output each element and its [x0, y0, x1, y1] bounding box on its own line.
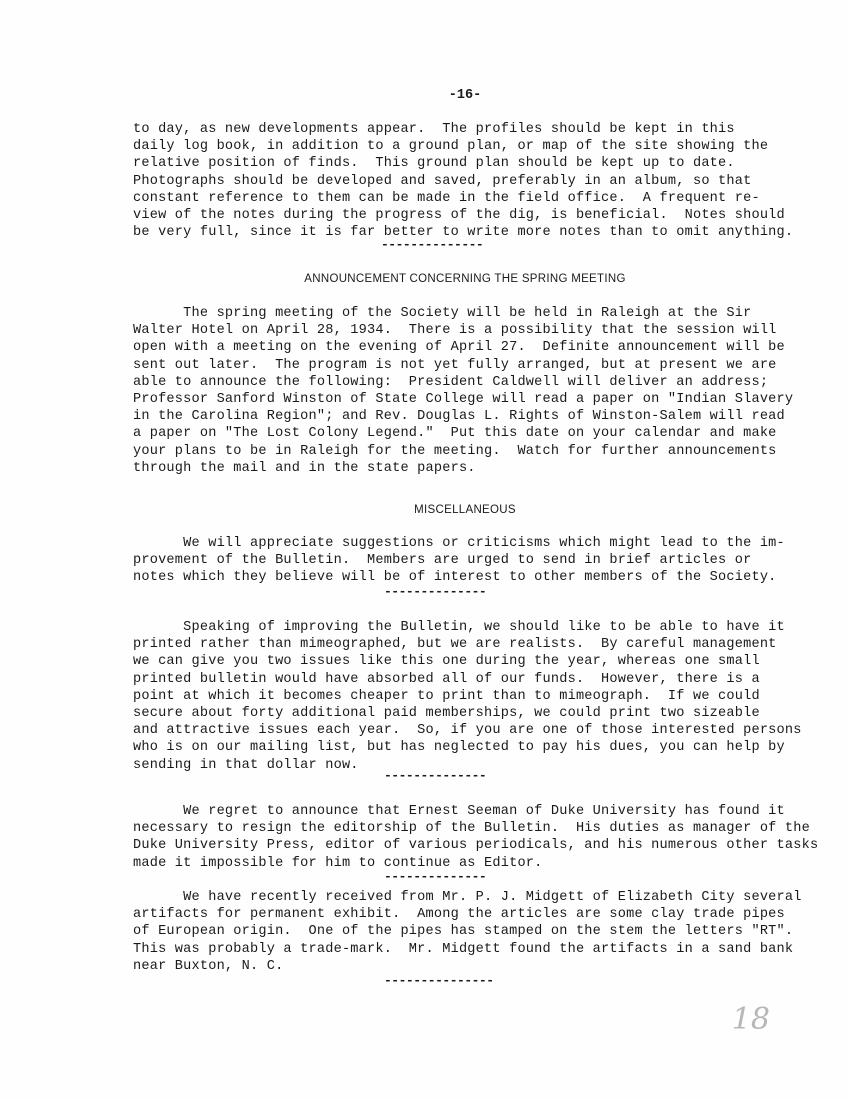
divider-3: --------------	[384, 768, 487, 783]
divider-2: --------------	[384, 584, 487, 599]
divider-1: --------------	[381, 237, 484, 252]
misc-paragraph-suggestions: We will appreciate suggestions or criticisms which might lead to the im- provement of the Bulletin. Members are urged to send in brief articles or notes which they believe will be of interest to other members of the Society.	[133, 536, 785, 586]
misc-paragraph-bulletin-printing: Speaking of improving the Bulletin, we should like to be able to have it printed rather than mimeographed, but we are realists. By careful management we can give you two issues like this one during the year, whereas one small printed bulletin would have absorbed all of our funds. However, there is a point at which it becomes cheaper to print than to mimeograph. If we could secure about forty additional paid memberships, we could print two sizeable and attractive issues each year. So, if you are one of those interested persons who is on our mailing list, but has neglected to pay his dues, you can help by sending in that dollar now.	[133, 620, 802, 773]
page-number: -16-	[448, 88, 482, 103]
intro-paragraph: to day, as new developments appear. The profiles should be kept in this daily log book, in addition to a ground plan, or map of the site showing the relative position of finds. This ground plan should be kept up to date. Photographs should be developed and saved, preferably in an album, so that constant reference to them can be made in the field office. A frequent re- view of the notes during the progress of the dig, is beneficial. Notes should be very full, since it is far better to write more notes than to omit anything.	[133, 122, 794, 241]
divider-4: --------------	[384, 869, 487, 884]
handwritten-page-number: 18	[731, 1002, 770, 1037]
announcement-paragraph: The spring meeting of the Society will be held in Raleigh at the Sir Walter Hotel on April 28, 1934. There is a possibility that the session will open with a meeting on the evening of April 27. Definite announcement will be sent out later. The program is not yet fully arranged, but at present we are able to announce the following: President Caldwell will deliver an address; Professor Sanford Winston of State College will read a paper on "Indian Slavery in the Carolina Region"; and Rev. Douglas L. Rights of Winston-Salem will read a paper on "The Lost Colony Legend." Put this date on your calendar and make your plans to be in Raleigh for the meeting. Watch for further announcements through the mail and in the state papers.	[133, 306, 794, 476]
misc-paragraph-editor-resignation: We regret to announce that Ernest Seeman of Duke University has found it necessary to resign the editorship of the Bulletin. His duties as manager of the Duke University Press, editor of various periodicals, and his numerous other tasks made it impossible for him to continue as Editor.	[133, 804, 819, 871]
misc-paragraph-artifacts: We have recently received from Mr. P. J. Midgett of Elizabeth City several artifacts for permanent exhibit. Among the articles are some clay trade pipes of European origin. One of the pipes has stamped on the stem the letters "RT". This was probably a trade-mark. Mr. Midgett found the artifacts in a sand bank near Buxton, N. C.	[133, 890, 802, 974]
misc-heading: MISCELLANEOUS	[414, 504, 516, 516]
divider-5: ---------------	[384, 973, 494, 988]
announcement-heading: ANNOUNCEMENT CONCERNING THE SPRING MEETING	[304, 273, 626, 285]
